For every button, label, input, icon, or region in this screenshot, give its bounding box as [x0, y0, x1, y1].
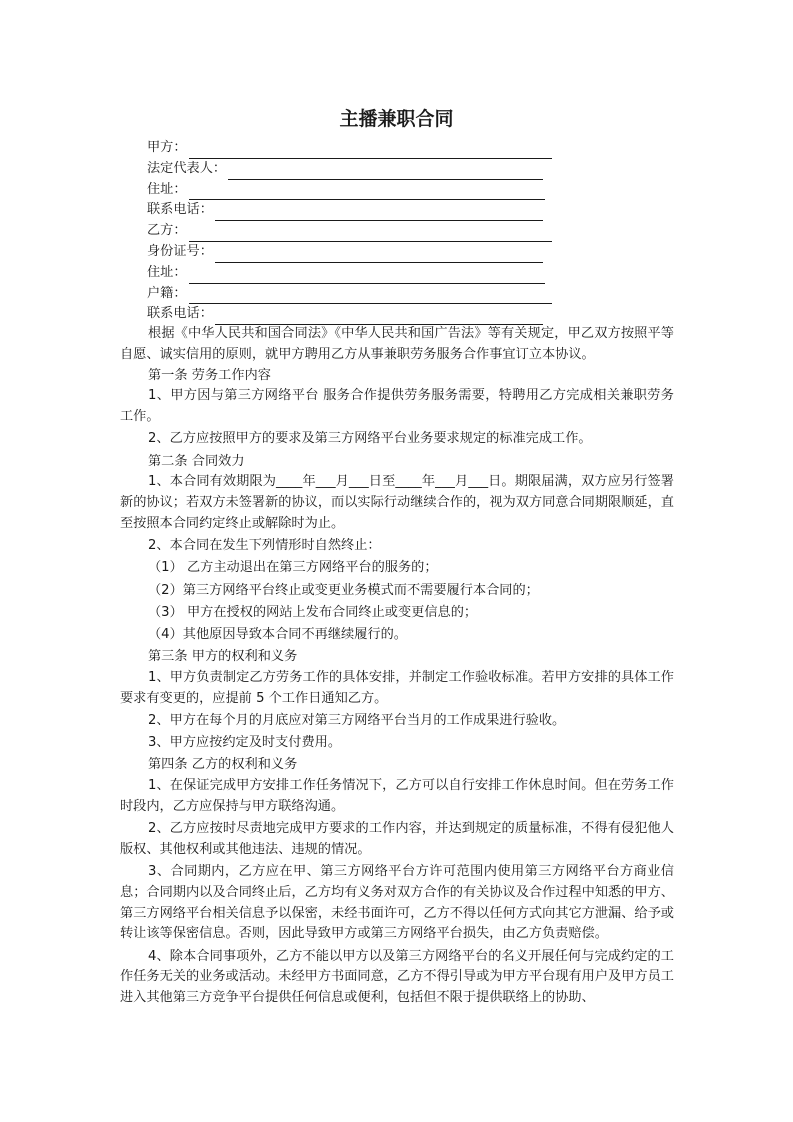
clause: 2、乙方应按照甲方的要求及第三方网络平台业务要求规定的标准完成工作。	[148, 431, 592, 447]
field-phone-b	[147, 304, 552, 325]
field-label: 乙方：	[147, 223, 187, 239]
field-label: 户籍：	[147, 285, 187, 301]
contract-body	[120, 324, 674, 1010]
article-heading: 第四条 乙方的权利和义务	[148, 757, 298, 773]
fill-line[interactable]	[189, 227, 552, 242]
document-title: 主播兼职合同	[339, 108, 454, 130]
article-heading: 第三条 甲方的权利和义务	[148, 649, 298, 665]
fill-line[interactable]	[215, 206, 543, 221]
field-phone-a	[147, 200, 552, 221]
field-label: 联系电话：	[147, 306, 213, 322]
clause: 3、甲方应按约定及时支付费用。	[148, 735, 342, 751]
fill-line[interactable]	[215, 248, 543, 263]
fill-line[interactable]	[189, 185, 545, 200]
sub-clause: （2）第三方网络平台终止或变更业务模式而不需要履行本合同的；	[148, 582, 539, 598]
field-id-number	[147, 242, 552, 263]
party-fields	[147, 138, 552, 325]
article-heading: 第一条 劳务工作内容	[148, 367, 271, 383]
fill-line[interactable]	[189, 269, 545, 284]
clause: 1、本合同有效期限为____年___月___日至____年___月___日。期限届满，双方应另行签署新的协议；若双方未签署新的协议，而以实际行动继续合作的，视为双方同意合同期限顺延，直至按照本合同约定终止或解除时为止。	[120, 474, 674, 531]
fill-line[interactable]	[215, 310, 543, 325]
fill-line[interactable]	[228, 165, 543, 180]
clause: 2、乙方应按时尽责地完成甲方要求的工作内容，并达到规定的质量标准，不得有侵犯他人版权、其他权利或其他违法、违规的情况。	[120, 821, 674, 857]
fill-line[interactable]	[189, 289, 552, 304]
field-party-a	[147, 138, 552, 159]
sub-clause: （4）其他原因导致本合同不再继续履行的。	[148, 626, 407, 642]
fill-line[interactable]	[189, 144, 552, 159]
clause: 1、在保证完成甲方安排工作任务情况下，乙方可以自行安排工作休息时间。但在劳务工作时段内，乙方应保持与甲方联络沟通。	[120, 778, 674, 814]
sub-clause: （3） 甲方在授权的网站上发布合同终止或变更信息的；	[148, 604, 478, 620]
article-heading: 第二条 合同效力	[148, 453, 245, 469]
clause: 2、本合同在发生下列情形时自然终止：	[148, 538, 381, 554]
field-address-b	[147, 263, 552, 284]
field-household	[147, 284, 552, 305]
field-label: 甲方：	[147, 140, 187, 155]
field-legal-rep	[147, 159, 552, 180]
field-label: 住址：	[147, 181, 187, 197]
field-label: 身份证号：	[147, 243, 213, 259]
clause: 1、甲方负责制定乙方劳务工作的具体安排，并制定工作验收标准。若甲方安排的具体工作要求有变更的，应提前 5 个工作日通知乙方。	[120, 669, 674, 706]
field-label: 法定代表人：	[147, 160, 227, 176]
sub-clause: （1） 乙方主动退出在第三方网络平台的服务的；	[148, 560, 438, 576]
field-party-b	[147, 221, 552, 242]
field-label: 联系电话：	[147, 202, 213, 218]
clause: 1、甲方因与第三方网络平台 服务合作提供劳务服务需要，特聘用乙方完成相关兼职劳务工作。	[120, 388, 674, 425]
field-address-a	[147, 180, 552, 201]
clause: 2、甲方在每个月的月底应对第三方网络平台当月的工作成果进行验收。	[148, 712, 566, 728]
clause: 4、除本合同事项外，乙方不能以甲方以及第三方网络平台的名义开展任何与完成约定的工作任务无关的业务或活动。未经甲方书面同意，乙方不得引导或为甲方平台现有用户及甲方员工进入其他第三方竞争平台提供任何信息或便利，包括但不限于提供联络上的协助、	[120, 948, 674, 1006]
clause: 3、合同期内，乙方应在甲、第三方网络平台方许可范围内使用第三方网络平台方商业信息；合同期内以及合同终止后，乙方均有义务对双方合作的有关协议及合作过程中知悉的甲方、第三方网络平台相关信息予以保密，未经书面许可，乙方不得以任何方式向其它方泄漏、给予或转让该等保密信息。否则，因此导致甲方或第三方网络平台损失，由乙方负责赔偿。	[120, 864, 674, 942]
preamble: 根据《中华人民共和国合同法》《中华人民共和国广告法》等有关规定，甲乙双方按照平等自愿、诚实信用的原则，就甲方聘用乙方从事兼职劳务服务合作事宜订立本协议。	[120, 326, 674, 362]
field-label: 住址：	[147, 264, 187, 280]
